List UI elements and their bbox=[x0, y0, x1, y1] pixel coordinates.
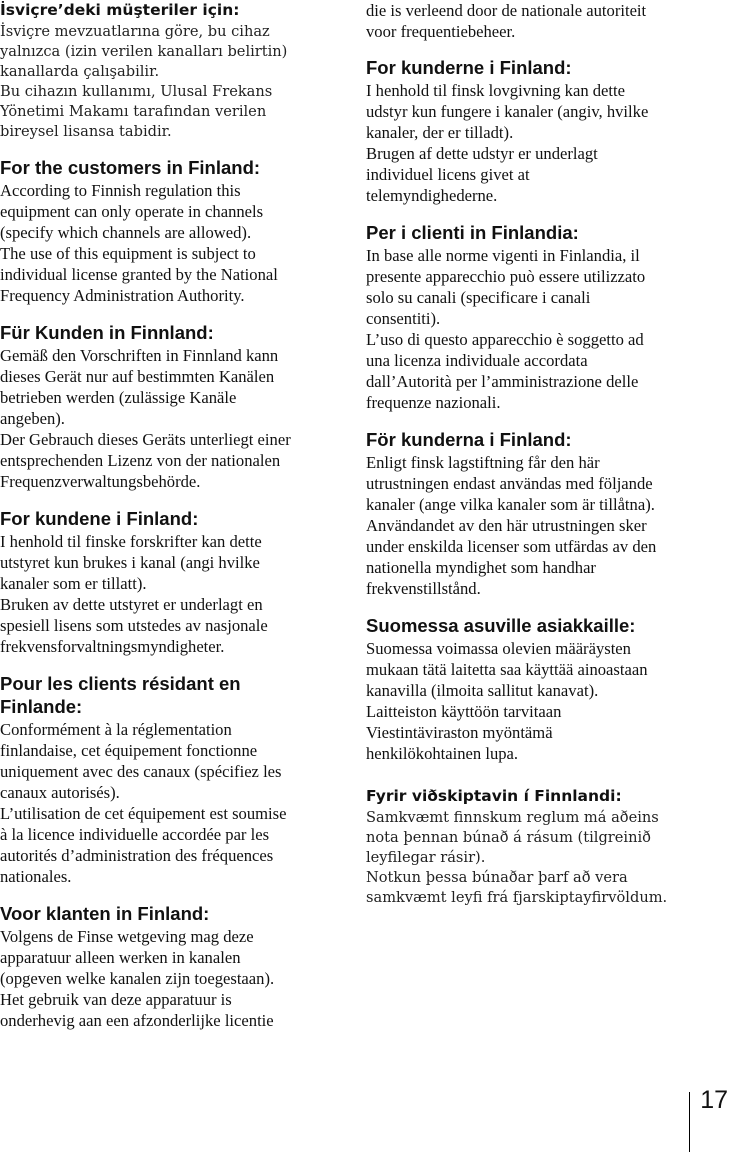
section-body: Samkvæmt finnskum reglum má aðeins nota þennan búnað á rásum (tilgreinið leyfilegar rásir). Notkun þessa búnaðar þarf að vera samkvæmt leyfi frá fjarskiptayfirvöldum. bbox=[366, 809, 668, 906]
section-heading: İsviçre’deki müşteriler için: bbox=[0, 1, 240, 19]
section-heading: Suomessa asuville asiakkaille: bbox=[366, 615, 636, 636]
section-body: Volgens de Finse wetgeving mag deze apparatuur alleen werken in kanalen (opgeven welke kanalen zijn toegestaan). Het gebruik van deze apparatuur is onderhevig aan een afzonderlijke licentie bbox=[0, 927, 275, 1030]
section-body: I henhold til finske forskrifter kan dette utstyret kun brukes i kanal (angi hvilke kanaler som er tillatt). Bruken av dette utstyret er underlagt en spesiell lisens som utstedes av nasjonale frekvensforvaltningsmyndigheter. bbox=[0, 532, 268, 656]
section-body: İsviçre mevzuatlarına göre, bu cihaz yalnızca (izin verilen kanalları belirtin) kanallarda çalışabilir. Bu cihazın kullanımı, Ulusal Frekans Yönetimi Makamı tarafından verilen bireysel lisansa tabidir. bbox=[0, 23, 288, 140]
section-heading: För kunderna i Finland: bbox=[366, 429, 572, 450]
section-body: Conformément à la réglementation finlandaise, cet équipement fonctionne uniquement avec des canaux (spécifiez les canaux autorisés). L’utilisation de cet équipement est soumise à la licence individuelle accordée par les autorités d’administration des fréquences nationales. bbox=[0, 720, 287, 886]
section-finnish bbox=[366, 614, 700, 764]
page-number: 17 bbox=[700, 1086, 728, 1114]
section-body: Enligt finsk lagstiftning får den här utrustningen endast användas med följande kanaler (ange vilka kanaler som är tillåtna). Användandet av den här utrustningen sker under enskilda licenser som utfärdas av den nationella myndighet som handhar frekvenstillstånd. bbox=[366, 453, 657, 598]
page-number-rule bbox=[689, 1092, 690, 1152]
section-turkish bbox=[0, 0, 326, 142]
section-body: Suomessa voimassa olevien määräysten mukaan tätä laitetta saa käyttää ainoastaan kanavilla (ilmoita sallitut kanavat). Laitteiston käyttöön tarvitaan Viestintäviraston myöntämä henkilökohtainen lupa. bbox=[366, 639, 648, 763]
section-dutch bbox=[0, 902, 326, 1031]
section-body: Gemäß den Vorschriften in Finnland kann dieses Gerät nur auf bestimmten Kanälen betrieben werden (zulässige Kanäle angeben). Der Gebrauch dieses Geräts unterliegt einer entsprechenden Lizenz von der nationalen Frequenzverwaltungsbehörde. bbox=[0, 346, 291, 491]
section-heading: Per i clienti in Finlandia: bbox=[366, 222, 579, 243]
section-heading: For kundene i Finland: bbox=[0, 508, 199, 529]
section-swedish bbox=[366, 428, 700, 599]
section-body: die is verleend door de nationale autoriteit voor frequentiebeheer. bbox=[366, 1, 647, 41]
section-dutch-continued bbox=[366, 0, 700, 42]
section-heading: For the customers in Finland: bbox=[0, 157, 261, 178]
section-heading: Voor klanten in Finland: bbox=[0, 903, 210, 924]
section-italian bbox=[366, 221, 700, 413]
section-heading: Fyrir viðskiptavin í Finnlandi: bbox=[366, 787, 622, 805]
section-body: In base alle norme vigenti in Finlandia, il presente apparecchio può essere utilizzato solo su canali (specificare i canali consentiti). L’uso di questo apparecchio è soggetto ad una licenza individuale accordata dall’Autorità per l’amministrazione delle frequenze nazionali. bbox=[366, 246, 646, 412]
section-german bbox=[0, 321, 326, 492]
section-body: According to Finnish regulation this equipment can only operate in channels (specify which channels are allowed). The use of this equipment is subject to individual license granted by the National Frequency Administration Authority. bbox=[0, 181, 278, 305]
section-french bbox=[0, 672, 326, 887]
section-icelandic bbox=[366, 786, 700, 908]
section-english bbox=[0, 156, 326, 306]
section-danish bbox=[366, 56, 700, 206]
section-heading: For kunderne i Finland: bbox=[366, 57, 572, 78]
section-body: I henhold til finsk lovgivning kan dette udstyr kun fungere i kanaler (angiv, hvilke kanaler, der er tilladt). Brugen af dette udstyr er underlagt individuel licens givet at telemyndighederne. bbox=[366, 81, 649, 205]
section-norwegian bbox=[0, 507, 326, 657]
right-column bbox=[366, 0, 700, 923]
section-heading: Für Kunden in Finnland: bbox=[0, 322, 214, 343]
section-heading: Pour les clients résidant en Finlande: bbox=[0, 673, 241, 717]
left-column bbox=[0, 0, 326, 1046]
